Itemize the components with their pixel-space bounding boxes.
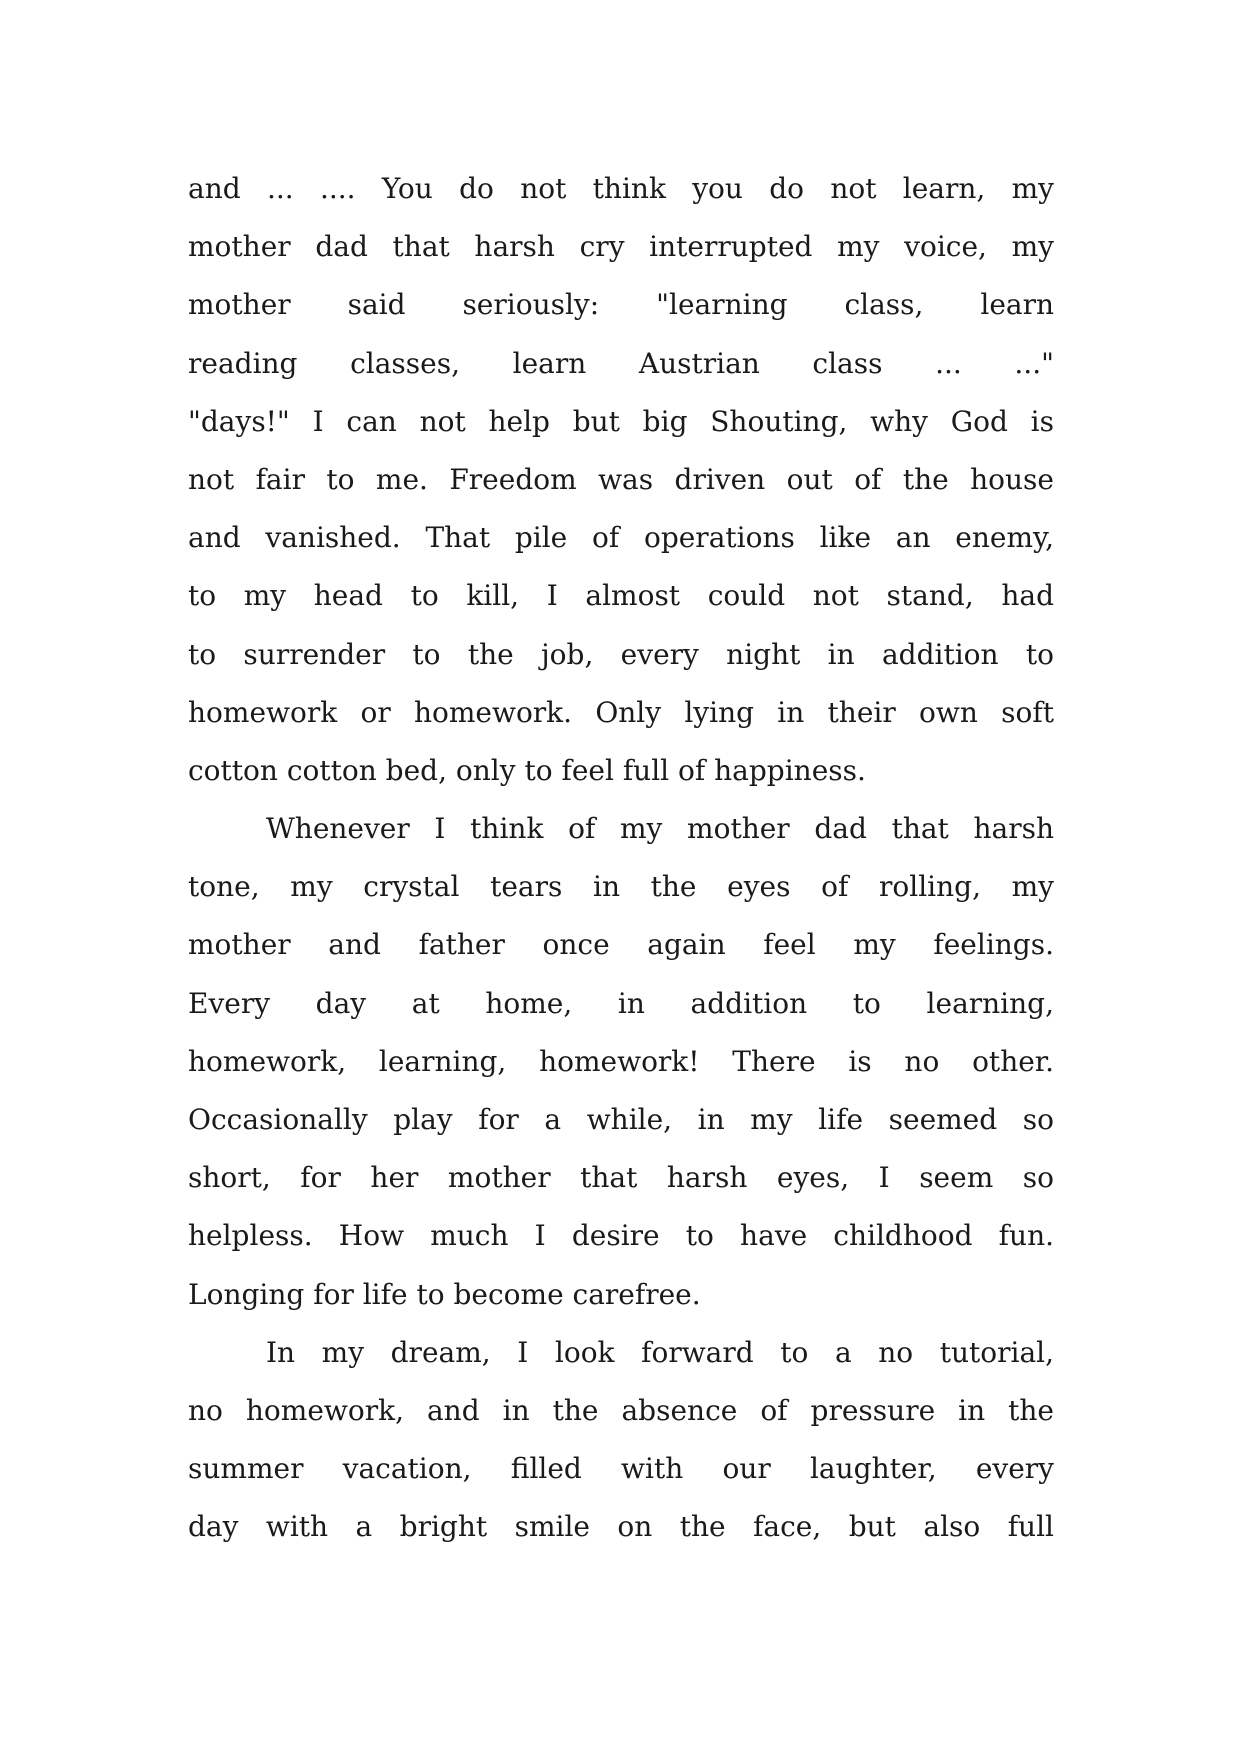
paragraph-first-line: In my dream, I look forward to a no tutorial, <box>266 1335 1054 1369</box>
text-line: Every day at home, in addition to learning, <box>188 986 1054 1020</box>
text-line: and vanished. That pile of operations like an enemy, <box>188 521 1054 555</box>
text-line: and ... .... You do not think you do not learn, my <box>188 172 1054 205</box>
text-line: not fair to me. Freedom was driven out of the house <box>188 462 1054 496</box>
text-line: "days!" I can not help but big Shouting, why God is <box>188 404 1054 438</box>
text-line: mother and father once again feel my feelings. <box>188 928 1054 962</box>
document-page <box>188 160 1054 1557</box>
text-line: cotton cotton bed, only to feel full of happiness. <box>188 753 866 787</box>
text-line: tone, my crystal tears in the eyes of rolling, my <box>188 870 1054 904</box>
text-line: Occasionally play for a while, in my life seemed so <box>188 1103 1054 1136</box>
paragraph-first-line: Whenever I think of my mother dad that harsh <box>266 812 1054 846</box>
text-line: no homework, and in the absence of pressure in the <box>188 1393 1054 1427</box>
text-line: Longing for life to become carefree. <box>188 1277 701 1311</box>
text-line: helpless. How much I desire to have childhood fun. <box>188 1219 1054 1253</box>
text-line: reading classes, learn Austrian class ... ..." <box>188 346 1054 380</box>
text-line: short, for her mother that harsh eyes, I seem so <box>188 1161 1054 1195</box>
text-line: summer vacation, filled with our laughter, every <box>188 1452 1054 1486</box>
text-line: to my head to kill, I almost could not stand, had <box>188 579 1054 613</box>
text-line: to surrender to the job, every night in addition to <box>188 637 1054 671</box>
text-line: homework, learning, homework! There is no other. <box>188 1044 1054 1078</box>
text-line: homework or homework. Only lying in their own soft <box>188 695 1054 729</box>
text-line: mother dad that harsh cry interrupted my voice, my <box>188 230 1054 264</box>
text-line: mother said seriously: "learning class, learn <box>188 288 1054 322</box>
text-line: day with a bright smile on the face, but also full <box>188 1510 1054 1544</box>
